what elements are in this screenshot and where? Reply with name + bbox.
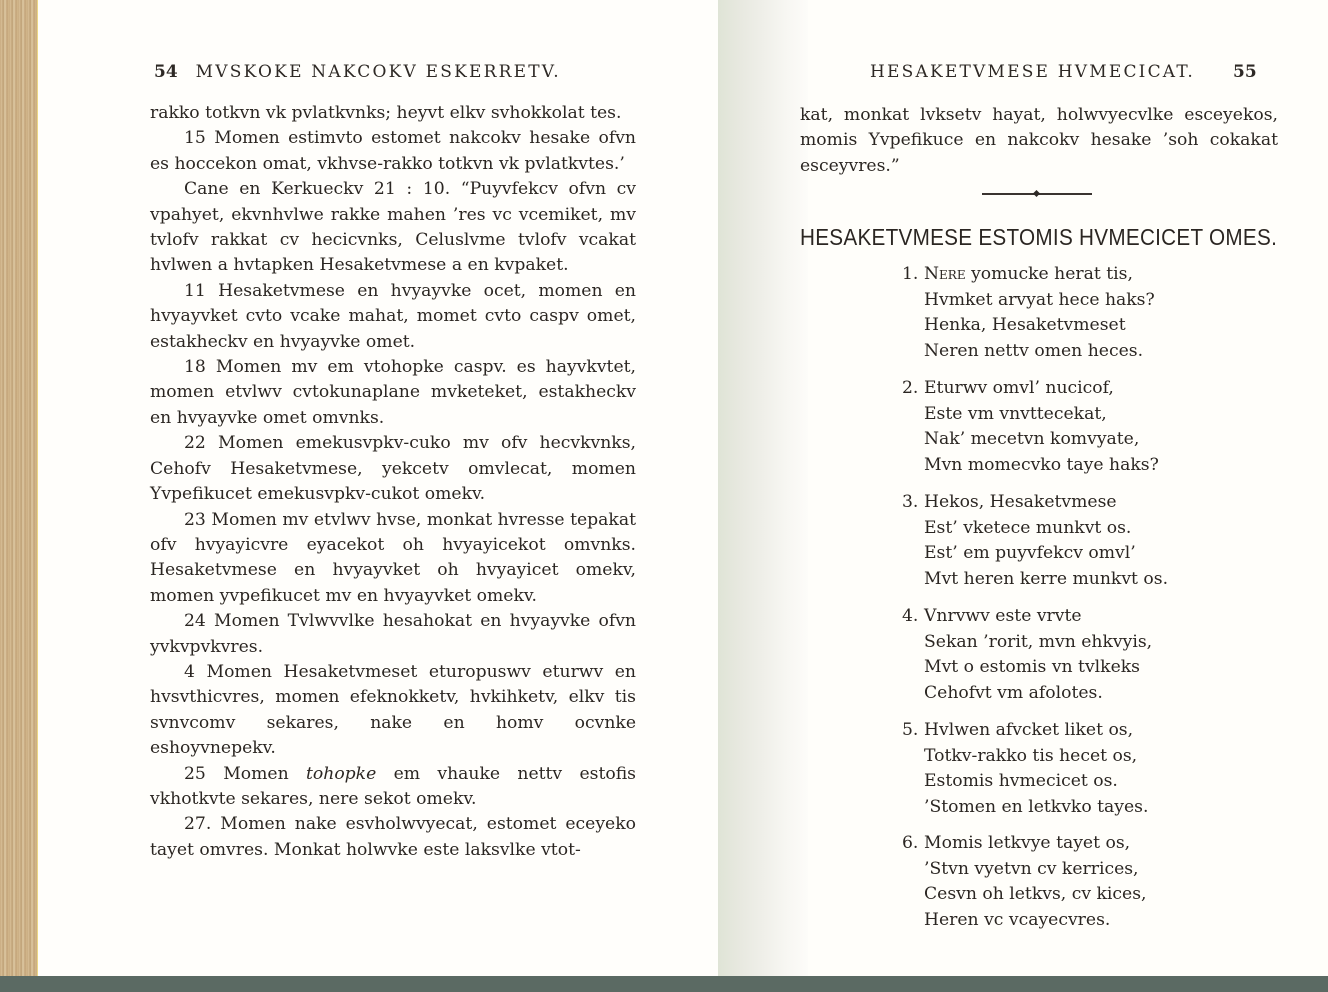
paragraph-verse-25 [150,762,636,813]
verse-line [902,604,1152,630]
ornamental-rule [982,191,1092,197]
verse-line: Este vm vnvttecekat, [924,403,1107,424]
verse-line [902,376,1159,402]
hymn-verse-1 [902,262,1155,364]
hymn-verse-2 [902,376,1159,478]
verse-line: Henka, Hesaketvmeset [924,315,1126,336]
verse-number: 1. [902,264,919,284]
left-running-head [154,62,561,82]
verse-line: Est’ vketece munkvt os. [924,517,1132,538]
verse-line [902,490,1168,516]
verse-number: 5. [902,720,919,740]
left-running-head-title: MVSKOKE NAKCOKV ESKERRETV. [195,62,561,82]
right-running-head [870,62,1257,82]
verse-line-text: Momis letkvye tayet os, [924,833,1131,853]
verse-line: Nak’ mecetvn komvyate, [924,429,1140,450]
right-page-continuation [800,103,1278,179]
verse-line-text: yomucke herat tis, [971,264,1133,284]
hymn-verse-6 [902,831,1147,933]
verse-line: ’Stomen en letkvko tayes. [924,796,1149,817]
verse-line [902,262,1155,288]
paragraph-verse-24: 24 Momen Tvlwvvlke hesahokat en hvyayvke ofvn yvkvpvkvres. [150,611,636,657]
right-running-head-title: HESAKETVMESE HVMECICAT. [870,62,1195,82]
verse-number: 4. [902,606,919,626]
verse-line [902,831,1147,857]
verse-line-text: Eturwv omvl’ nucicof, [924,378,1114,398]
verse-line [902,718,1148,744]
hymn-verse-3 [902,490,1168,592]
scan-background-band [0,976,1328,992]
verse-line: Neren nettv omen heces. [924,340,1144,361]
paragraph-verse-18: 18 Momen mv em vtohopke caspv. es hayvkvtet, momen etvlwv cvtokunaplane mvketeket, estakheckv en hvyayvke omet omvnks. [150,357,636,428]
book-gutter [718,0,808,976]
right-page-number: 55 [1233,62,1257,82]
page-edges [0,0,38,976]
paragraph: rakko totkvn vk pvlatkvnks; heyvt elkv svhokkolat tes. [150,103,622,123]
verse-number: 6. [902,833,919,853]
verse-line: Est’ em puyvfekcv omvl’ [924,543,1136,564]
verse-25-text: 25 Momen [184,763,306,784]
paragraph-verse-11: 11 Hesaketvmese en hvyayvke ocet, momen en hvyayvket cvto vcake mahat, momet cvto caspv omet, estakheckv en hvyayvke omet. [150,280,636,352]
verse-line: Cehofvt vm afolotes. [924,682,1103,703]
verse-line: Cesvn oh letkvs, cv kices, [924,884,1147,905]
verse-line-text: Vnrvwv este vrvte [924,606,1082,626]
verse-line: Mvn momecvko taye haks? [924,454,1159,475]
paragraph-verse-15: 15 Momen estimvto estomet nakcokv hesake ofvn es hoccekon omat, vkhvse-rakko totkvn vk pvlatkvtes.’ [150,128,636,174]
left-page-number: 54 [154,62,178,82]
verse-line: Mvt heren kerre munkvt os. [924,568,1169,589]
verse-number: 3. [902,492,919,512]
verse-line: Totkv-rakko tis hecet os, [924,745,1138,766]
verse-line: Estomis hvmecicet os. [924,771,1118,792]
verse-line: Sekan ’rorit, mvn ehkvyis, [924,631,1153,652]
section-heading: HESAKETVMESE ESTOMIS HVMECICET OMES. [800,224,1278,250]
paragraph-kerkueckv-21-10: Cane en Kerkueckv 21 : 10. “Puyvfekcv ofvn cv vpahyet, ekvnhvlwe rakke mahen ’res vc vcemiket, mv tvlofv rakkat cv hecicvnks, Celuslvme tvlofv vcakat hvlwen a hvtapken Hesaketvmese a en kvpaket. [150,179,636,276]
rule-diamond-icon [1033,190,1040,197]
paragraph-verse-23: 23 Momen mv etvlwv hvse, monkat hvresse tepakat ofv hvyayicvre eyacekot oh hvyayicekot omvnks. Hesaketvmese en hvyayvket oh hvyayicet omekv, momen yvpefikucet mv en hvyayvket omekv. [150,509,636,606]
left-page-body [150,101,636,863]
hymn-verse-5 [902,718,1148,820]
paragraph-verse-22: 22 Momen emekusvpkv-cuko mv ofv hecvkvnks, Cehofv Hesaketvmese, yekcetv omvlecat, momen Yvpefikucet emekusvpkv-cukot omekv. [150,433,636,505]
verse-25-text-end: em vhauke nettv estofis vkhotkvte sekares, nere sekot omekv. [150,763,636,809]
verse-line: Hvmket arvyat hece haks? [924,289,1155,310]
verse-number: 2. [902,378,919,398]
verse-opening-word: Nere [924,264,966,284]
verse-line-text: Hekos, Hesaketvmese [924,492,1117,512]
verse-line: Heren vc vcayecvres. [924,909,1111,930]
continuation-paragraph: kat, monkat lvksetv hayat, holwvyecvlke esceyekos, momis Yvpefikuce en nakcokv hesake ’soh cokakat esceyvres.” [800,105,1278,176]
paragraph-verse-27: 27. Momen nake esvholwvyecat, estomet eceyeko tayet omvres. Monkat holwvke este laksvlke vtot- [150,814,636,860]
verse-line: ’Stvn vyetvn cv kerrices, [924,858,1139,879]
hymn-verse-4 [902,604,1152,706]
paragraph-verse-4: 4 Momen Hesaketvmeset eturopuswv eturwv en hvsvthicvres, momen efeknokketv, hvkihketv, elkv tis svnvcomv sekares, nake en homv ocvnke eshoyvnepekv. [150,661,636,759]
verse-25-italic-word: tohopke [306,763,377,784]
verse-line-text: Hvlwen afvcket liket os, [924,720,1134,740]
verse-line: Mvt o estomis vn tvlkeks [924,657,1140,678]
